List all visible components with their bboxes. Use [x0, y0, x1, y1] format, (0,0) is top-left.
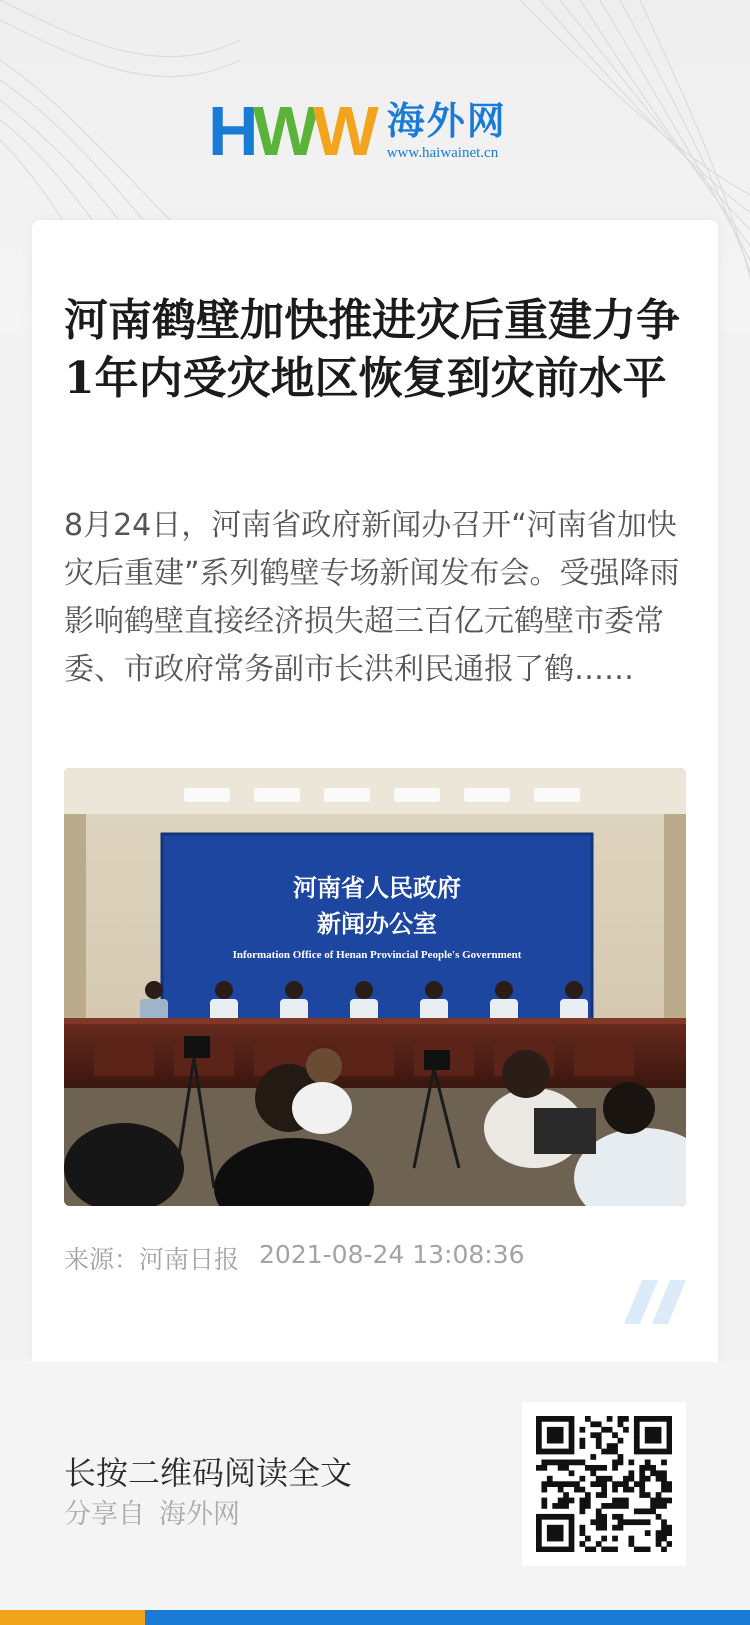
logo-letter-w-orange: W	[312, 92, 373, 170]
share-footer	[0, 1362, 750, 1610]
backdrop-title-line2: 新闻办公室	[317, 909, 437, 938]
share-label: 分享自	[64, 1499, 145, 1530]
logo-letter-w-green: W	[252, 92, 313, 170]
article-datetime: 2021-08-24 13:08:36	[259, 1240, 525, 1269]
article-card	[32, 220, 718, 1362]
bottom-bar-blue	[145, 1610, 750, 1625]
logo-text	[387, 100, 507, 162]
article-title: 河南鹤壁加快推进灾后重建力争1年内受灾地区恢复到灾前水平	[64, 295, 680, 404]
slash-mark-icon	[624, 1280, 688, 1324]
haiwainet-logo	[208, 92, 548, 170]
article-photo	[64, 768, 686, 1206]
logo-chinese-name: 海外网	[386, 98, 507, 143]
article-meta	[64, 1240, 684, 1276]
logo-url: www.haiwainet.cn	[386, 145, 499, 161]
footer-title: 长按二维码阅读全文	[64, 1454, 353, 1492]
bottom-accent-bar	[0, 1610, 750, 1625]
logo-mark	[208, 92, 373, 170]
qr-code-icon[interactable]	[522, 1402, 686, 1566]
logo-letter-h: H	[208, 92, 253, 170]
article-source: 来源：河南日报	[64, 1245, 240, 1274]
bottom-bar-orange	[0, 1610, 145, 1625]
share-source: 海外网	[159, 1499, 240, 1530]
article-summary: 8月24日，河南省政府新闻办召开“河南省加快灾后重建”系列鹤壁专场新闻发布会。受强降雨影响鹤壁直接经济损失超三百亿元鹤壁市委常委、市政府常务副市长洪利民通报了鹤……	[64, 508, 680, 687]
backdrop-title-line1: 河南省人民政府	[293, 873, 461, 902]
footer-share-line	[64, 1492, 240, 1531]
backdrop-title-english: Information Office of Henan Provincial People's Government	[232, 949, 522, 961]
